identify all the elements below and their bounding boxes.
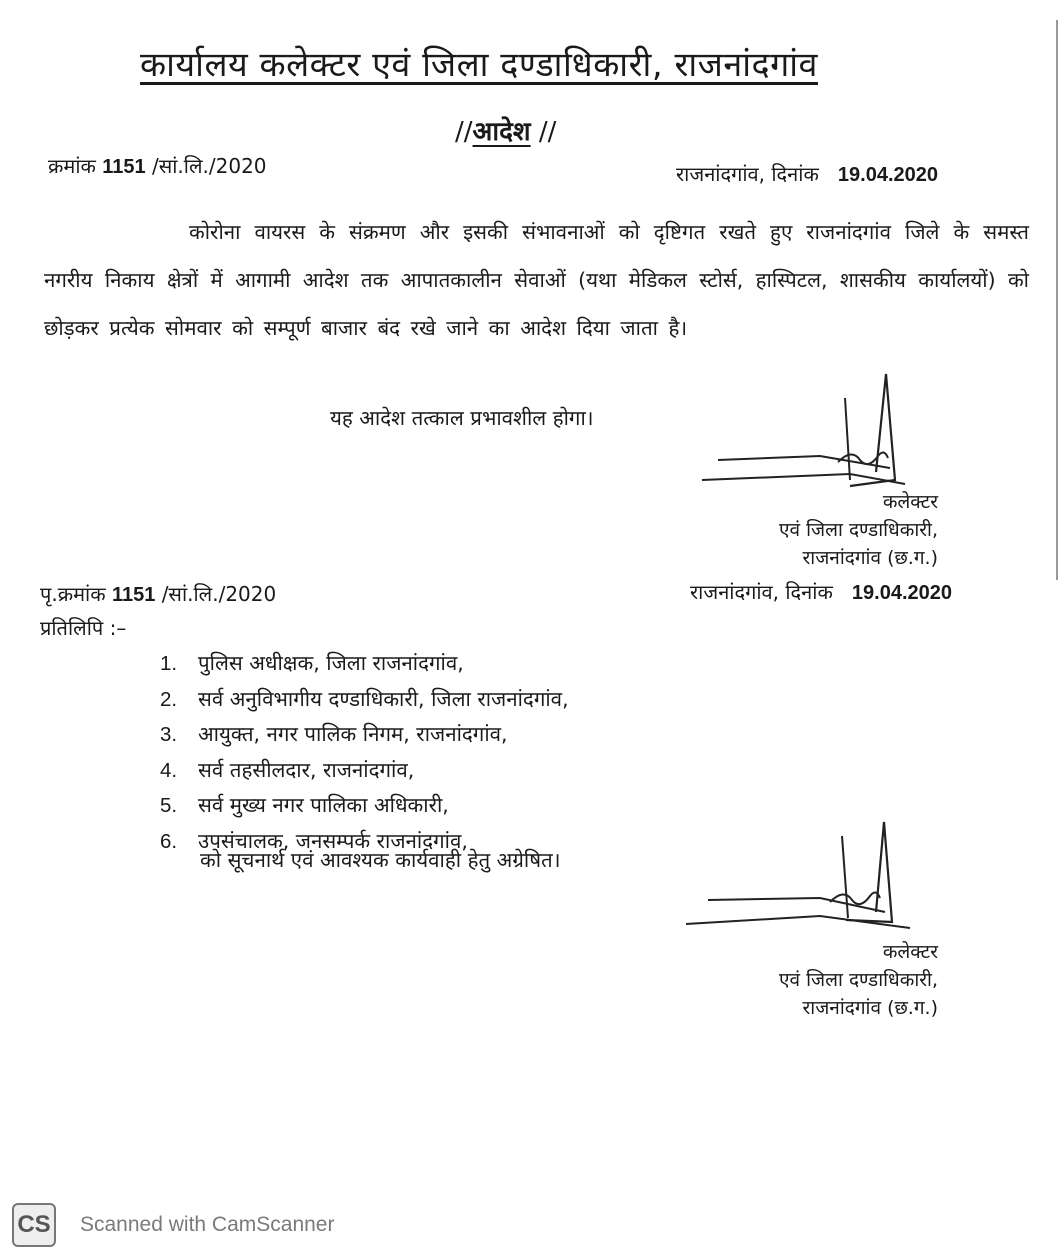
endorsement-place-date [690, 578, 952, 605]
office-title: कार्यालय कलेक्टर एवं जिला दण्डाधिकारी, राजनांदगांव [140, 45, 818, 85]
list-text: पुलिस अधीक्षक, जिला राजनांदगांव, [198, 651, 464, 675]
signature-1-place: राजनांदगांव (छ.ग.) [802, 547, 938, 569]
signature-2-designation: कलेक्टर [882, 941, 938, 963]
signature-1-block [779, 488, 938, 572]
list-text: आयुक्त, नगर पालिक निगम, राजनांदगांव, [198, 722, 508, 746]
signature-2-place: राजनांदगांव (छ.ग.) [802, 997, 938, 1019]
order-place-date [676, 160, 938, 187]
list-text: उपसंचालक, जनसम्पर्क राजनांदगांव, [198, 828, 468, 853]
list-number: 6. [160, 829, 178, 853]
list-number: 3. [160, 723, 178, 746]
signature-1-drawing [700, 368, 930, 496]
camscanner-logo: CS [12, 1203, 56, 1247]
signature-1-office: एवं जिला दण्डाधिकारी, [778, 519, 938, 541]
endorsement-date: 19.04.2020 [851, 582, 953, 604]
copy-to-item [160, 646, 569, 682]
copy-to-footer: को सूचनार्थ एवं आवश्यक कार्यवाही हेतु अग्रेषित। [200, 848, 561, 872]
order-heading [455, 112, 556, 148]
order-title: आदेश [472, 117, 531, 147]
order-body-paragraph: कोरोना वायरस के संक्रमण और इसकी संभावनाओं को दृष्टिगत रखते हुए राजनांदगांव जिले के समस्त नगरीय निकाय क्षेत्रों में आगामी आदेश तक आपातकालीन सेवाओं (यथा मेडिकल स्टोर्स, हास्पिटल, शासकीय कार्यालयों) को छोड़कर प्रत्येक सोमवार को सम्पूर्ण बाजार बंद रखे जाने का आदेश दिया जाता है। [44, 220, 1029, 340]
signature-2-drawing [680, 816, 920, 936]
order-heading-left: // [455, 117, 473, 147]
signature-2-office: एवं जिला दण्डाधिकारी, [778, 969, 938, 991]
order-number [48, 152, 267, 179]
order-effect-line: यह आदेश तत्काल प्रभावशील होगा। [330, 406, 594, 430]
list-text: सर्व तहसीलदार, राजनांदगांव, [198, 757, 415, 782]
order-date: 19.04.2020 [837, 164, 939, 186]
endorsement-number-label: पृ.क्रमांक [40, 582, 106, 606]
copy-to-list [160, 646, 569, 859]
order-heading-right: // [538, 117, 557, 147]
camscanner-watermark-text: Scanned with CamScanner [80, 1213, 335, 1236]
copy-to-label: प्रतिलिपि :– [40, 616, 127, 640]
list-number: 4. [160, 758, 178, 782]
endorsement-place-date-label: राजनांदगांव, दिनांक [690, 580, 833, 604]
list-text: सर्व मुख्य नगर पालिका अधिकारी, [198, 793, 449, 817]
order-number-value: 1151 [102, 156, 146, 178]
copy-to-item [160, 788, 569, 824]
signature-2-block [779, 938, 938, 1022]
signature-1-designation: कलेक्टर [882, 491, 938, 513]
endorsement-number [40, 580, 276, 607]
order-place-date-label: राजनांदगांव, दिनांक [676, 162, 819, 186]
order-number-suffix: /सां.लि./2020 [151, 154, 267, 178]
scan-edge-line [1056, 20, 1058, 580]
copy-to-item [160, 682, 569, 718]
list-text: सर्व अनुविभागीय दण्डाधिकारी, जिला राजनांदगांव, [198, 686, 569, 711]
list-number: 2. [160, 687, 178, 711]
list-number: 5. [160, 794, 178, 817]
endorsement-number-suffix: /सां.लि./2020 [161, 582, 277, 606]
list-number: 1. [160, 652, 178, 675]
order-number-label: क्रमांक [48, 154, 96, 178]
endorsement-number-value: 1151 [111, 584, 156, 606]
copy-to-item [160, 717, 569, 753]
copy-to-item [160, 753, 569, 789]
